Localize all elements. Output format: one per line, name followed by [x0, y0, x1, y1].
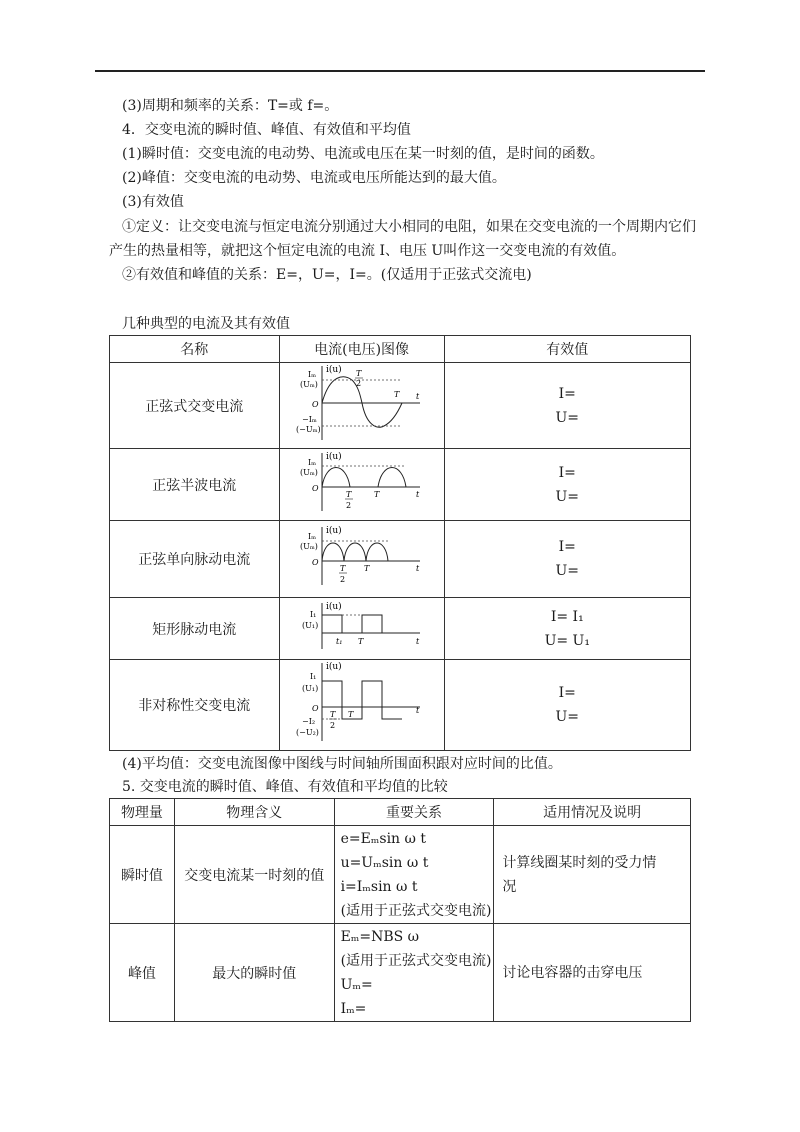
- graph-cell: [279, 521, 444, 598]
- label-two: 2: [345, 500, 351, 510]
- label-origin: O: [311, 483, 319, 493]
- table2-header-meaning: 物理含义: [174, 799, 334, 826]
- label-U1: (U₁): [301, 684, 318, 693]
- table1-title: 几种典型的电流及其有效值: [122, 316, 290, 332]
- table-row: [110, 826, 691, 924]
- effective-cell: [444, 660, 690, 751]
- axis-label-iu: i(u): [325, 662, 342, 672]
- label-Um: (Uₘ): [299, 542, 318, 551]
- label-T: T: [357, 636, 363, 646]
- note-cell: [494, 924, 691, 1022]
- effective-U: U=: [555, 409, 580, 426]
- table-row: [110, 660, 691, 751]
- full-wave-graph: [292, 525, 432, 589]
- relation-line: Iₘ=: [340, 1000, 367, 1017]
- graph-cell: [279, 660, 444, 751]
- label-T-half: T: [355, 368, 361, 378]
- row-name: 正弦半波电流: [110, 449, 280, 521]
- effective-cell: [444, 521, 690, 598]
- label-t: t: [415, 564, 419, 573]
- label-Um: (Uₘ): [299, 467, 318, 477]
- table1-header-name: 名称: [110, 336, 280, 363]
- note-line: 讨论电容器的击穿电压: [502, 964, 643, 981]
- axis-label-iu: i(u): [325, 364, 342, 375]
- label-negU2: (−U₂): [295, 728, 319, 737]
- note-line: 计算线圈某时刻的受力情: [502, 854, 657, 871]
- label-T-half: T: [339, 564, 345, 573]
- label-origin: O: [311, 704, 319, 713]
- label-T-half: T: [345, 489, 351, 499]
- effective-value-heading: (3)有效值: [122, 194, 184, 210]
- row-name: 正弦式交变电流: [110, 363, 280, 449]
- top-rule: [95, 70, 705, 72]
- label-Im: Iₘ: [307, 369, 316, 379]
- table2-header-relation: 重要关系: [334, 799, 494, 826]
- relation-line: Uₘ=: [340, 976, 373, 993]
- instantaneous-value-line: (1)瞬时值：交变电流的电动势、电流或电压在某一时刻的值，是时间的函数。: [122, 146, 604, 162]
- note-cell: [494, 826, 691, 924]
- label-t: t: [415, 706, 419, 715]
- relation-line: (适用于正弦式交变电流): [340, 902, 492, 919]
- table2-header-row: [110, 799, 691, 826]
- relation-line: u=Uₘsin ω t: [340, 854, 429, 871]
- comparison-table: [109, 798, 691, 1022]
- meaning-cell: 交变电流某一时刻的值: [174, 826, 334, 924]
- label-T: T: [347, 710, 353, 719]
- table-row: [110, 363, 691, 449]
- row-name: 正弦单向脉动电流: [110, 521, 280, 598]
- peak-value-line: (2)峰值：交变电流的电动势、电流或电压所能达到的最大值。: [122, 170, 506, 186]
- rectangular-pulse-graph: [292, 601, 432, 653]
- relation-cell: [334, 924, 494, 1022]
- half-wave-graph: [292, 451, 432, 515]
- table-row: [110, 521, 691, 598]
- section-5-heading: 5. 交变电流的瞬时值、峰值、有效值和平均值的比较: [122, 779, 448, 795]
- relation-line: e=Eₘsin ω t: [340, 830, 427, 847]
- table1-header-row: [110, 336, 691, 363]
- label-negI2: −I₂: [301, 717, 315, 726]
- axis-label-iu: i(u): [325, 526, 342, 536]
- label-two: 2: [329, 721, 335, 730]
- row-name: 矩形脉动电流: [110, 598, 280, 660]
- effective-cell: [444, 363, 690, 449]
- label-negIm: −Iₘ: [301, 414, 317, 424]
- graph-cell: [279, 363, 444, 449]
- label-I1: I₁: [309, 672, 316, 681]
- effective-I: I=: [558, 385, 576, 402]
- effective-U: U= U₁: [544, 632, 590, 649]
- period-frequency-line: (3)周期和频率的关系：T=或 f=。: [122, 98, 339, 114]
- table2-header-note: 适用情况及说明: [494, 799, 691, 826]
- label-T: T: [363, 564, 369, 573]
- relation-cell: [334, 826, 494, 924]
- effective-U: U=: [555, 563, 580, 579]
- typical-currents-table: [109, 335, 691, 751]
- table2-header-quantity: 物理量: [110, 799, 175, 826]
- label-I1: I₁: [309, 609, 316, 619]
- sine-current-graph: [292, 364, 432, 444]
- label-Im: Iₘ: [307, 532, 316, 541]
- relation-line: Eₘ=NBS ω: [340, 928, 420, 945]
- effective-I: I=: [558, 539, 576, 555]
- relation-line: (适用于正弦式交变电流): [340, 952, 492, 969]
- graph-cell: [279, 598, 444, 660]
- effective-I: I= I₁: [550, 608, 584, 625]
- row-name: 非对称性交变电流: [110, 660, 280, 751]
- label-two: 2: [339, 575, 345, 584]
- table1-header-effective: 有效值: [444, 336, 690, 363]
- label-U1: (U₁): [301, 620, 318, 630]
- effective-I: I=: [558, 685, 576, 701]
- effective-I: I=: [558, 464, 576, 481]
- label-T-half: T: [329, 710, 335, 719]
- quantity-cell: 峰值: [110, 924, 175, 1022]
- effective-cell: [444, 598, 690, 660]
- effective-cell: [444, 449, 690, 521]
- table-row: [110, 598, 691, 660]
- label-origin: O: [311, 558, 319, 567]
- section-4-heading: 4．交变电流的瞬时值、峰值、有效值和平均值: [122, 122, 411, 138]
- label-t1: t₁: [335, 636, 342, 646]
- label-t: t: [415, 391, 419, 401]
- effective-peak-relation-line: ②有效值和峰值的关系：E=，U=，I=。(仅适用于正弦式交流电): [122, 267, 532, 283]
- label-origin: O: [311, 399, 319, 409]
- label-T: T: [393, 389, 399, 399]
- asymmetric-current-graph: [292, 661, 432, 745]
- effective-U: U=: [555, 488, 580, 505]
- axis-label-iu: i(u): [325, 601, 342, 612]
- effective-U: U=: [555, 709, 580, 725]
- relation-line: i=Iₘsin ω t: [340, 878, 418, 895]
- graph-cell: [279, 449, 444, 521]
- average-value-line: (4)平均值：交变电流图像中图线与时间轴所围面积跟对应时间的比值。: [122, 756, 562, 772]
- label-Um: (Uₘ): [299, 379, 318, 389]
- quantity-cell: 瞬时值: [110, 826, 175, 924]
- note-line: 况: [502, 878, 517, 895]
- label-t: t: [415, 489, 419, 499]
- label-Im: Iₘ: [307, 457, 316, 467]
- label-t: t: [415, 636, 419, 646]
- label-two: 2: [355, 378, 361, 388]
- effective-definition-line-1: ①定义：让交变电流与恒定电流分别通过大小相同的电阻，如果在交变电流的一个周期内它们: [122, 219, 696, 235]
- table-row: [110, 449, 691, 521]
- meaning-cell: 最大的瞬时值: [174, 924, 334, 1022]
- table1-header-graph: 电流(电压)图像: [279, 336, 444, 363]
- label-negUm: (−Uₘ): [295, 424, 321, 434]
- effective-definition-line-2: 产生的热量相等，就把这个恒定电流的电流 I、电压 U叫作这一交变电流的有效值。: [109, 243, 626, 259]
- table-row: [110, 924, 691, 1022]
- label-T: T: [373, 489, 379, 499]
- axis-label-iu: i(u): [325, 451, 342, 462]
